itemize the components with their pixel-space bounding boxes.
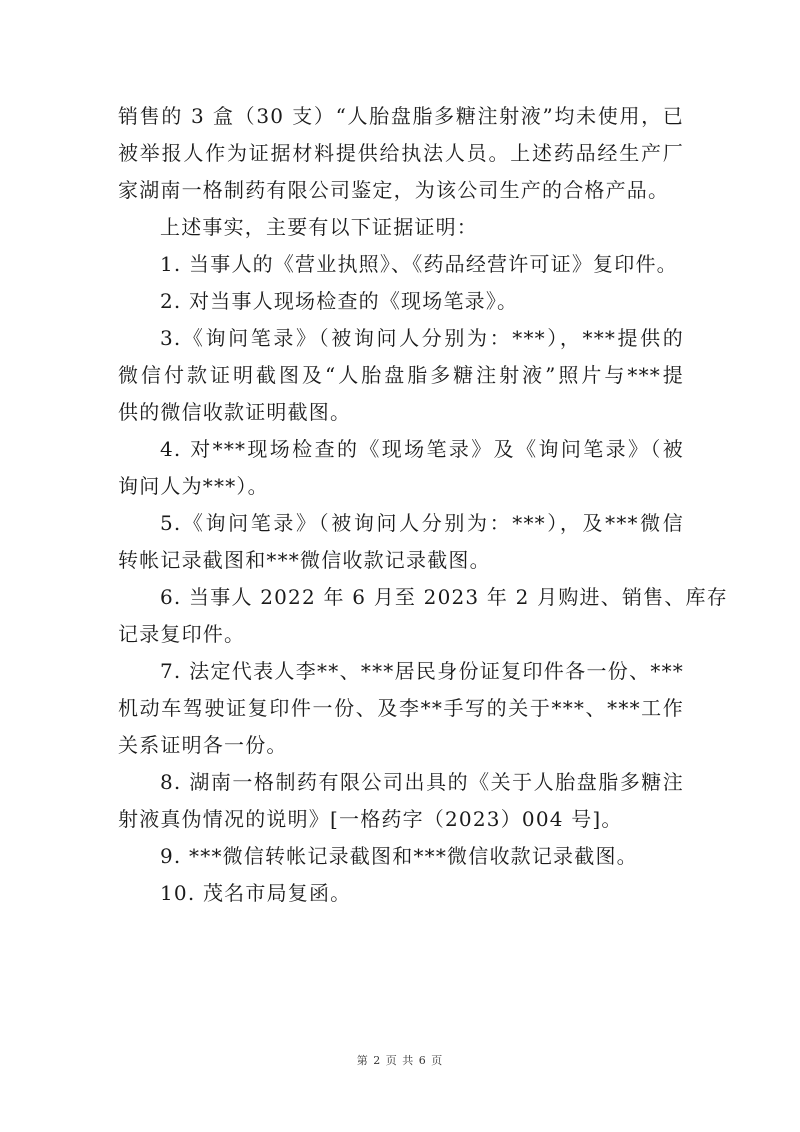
evidence-item-2: 2. 对当事人现场检查的《现场笔录》。: [160, 289, 519, 313]
evidence-item-8-cont: 射液真伪情况的说明》[一格药字（2023）004 号]。: [118, 807, 623, 831]
paragraph-line: 家湖南一格制药有限公司鉴定，为该公司生产的合格产品。: [118, 178, 670, 202]
evidence-item-4: 4. 对***现场检查的《现场笔录》及《询问笔录》（被: [160, 437, 684, 461]
evidence-item-8: 8. 湖南一格制药有限公司出具的《关于人胎盘脂多糖注: [160, 770, 684, 794]
evidence-item-6-cont: 记录复印件。: [118, 622, 246, 646]
evidence-item-6: 6. 当事人 2022 年 6 月至 2023 年 2 月购进、销售、库存: [160, 585, 728, 609]
evidence-item-3: 3.《询问笔录》（被询问人分别为：***），***提供的: [160, 326, 684, 350]
evidence-item-7-cont: 关系证明各一份。: [118, 733, 288, 757]
evidence-item-3-cont: 微信付款证明截图及“人胎盘脂多糖注射液”照片与***提: [118, 363, 684, 387]
evidence-item-7-cont: 机动车驾驶证复印件一份、及李**手写的关于***、***工作: [118, 696, 684, 720]
paragraph-line: 上述事实，主要有以下证据证明：: [160, 215, 478, 239]
document-body: [118, 98, 728, 912]
evidence-item-7: 7. 法定代表人李**、***居民身份证复印件各一份、***: [160, 659, 684, 683]
evidence-item-4-cont: 询问人为***）。: [118, 474, 269, 498]
paragraph-line: 销售的 3 盒（30 支）“人胎盘脂多糖注射液”均未使用，已: [118, 104, 684, 128]
evidence-item-10: 10. 茂名市局复函。: [160, 881, 352, 905]
evidence-item-3-cont: 供的微信收款证明截图。: [118, 400, 352, 424]
evidence-item-5-cont: 转帐记录截图和***微信收款记录截图。: [118, 548, 491, 572]
page-number-footer: 第 2 页 共 6 页: [356, 1054, 444, 1067]
evidence-item-5: 5.《询问笔录》（被询问人分别为：***），及***微信: [160, 511, 684, 535]
paragraph-line: 被举报人作为证据材料提供给执法人员。上述药品经生产厂: [118, 141, 684, 165]
evidence-item-9: 9. ***微信转帐记录截图和***微信收款记录截图。: [160, 844, 638, 868]
evidence-item-1: 1. 当事人的《营业执照》、《药品经营许可证》复印件。: [160, 252, 678, 276]
